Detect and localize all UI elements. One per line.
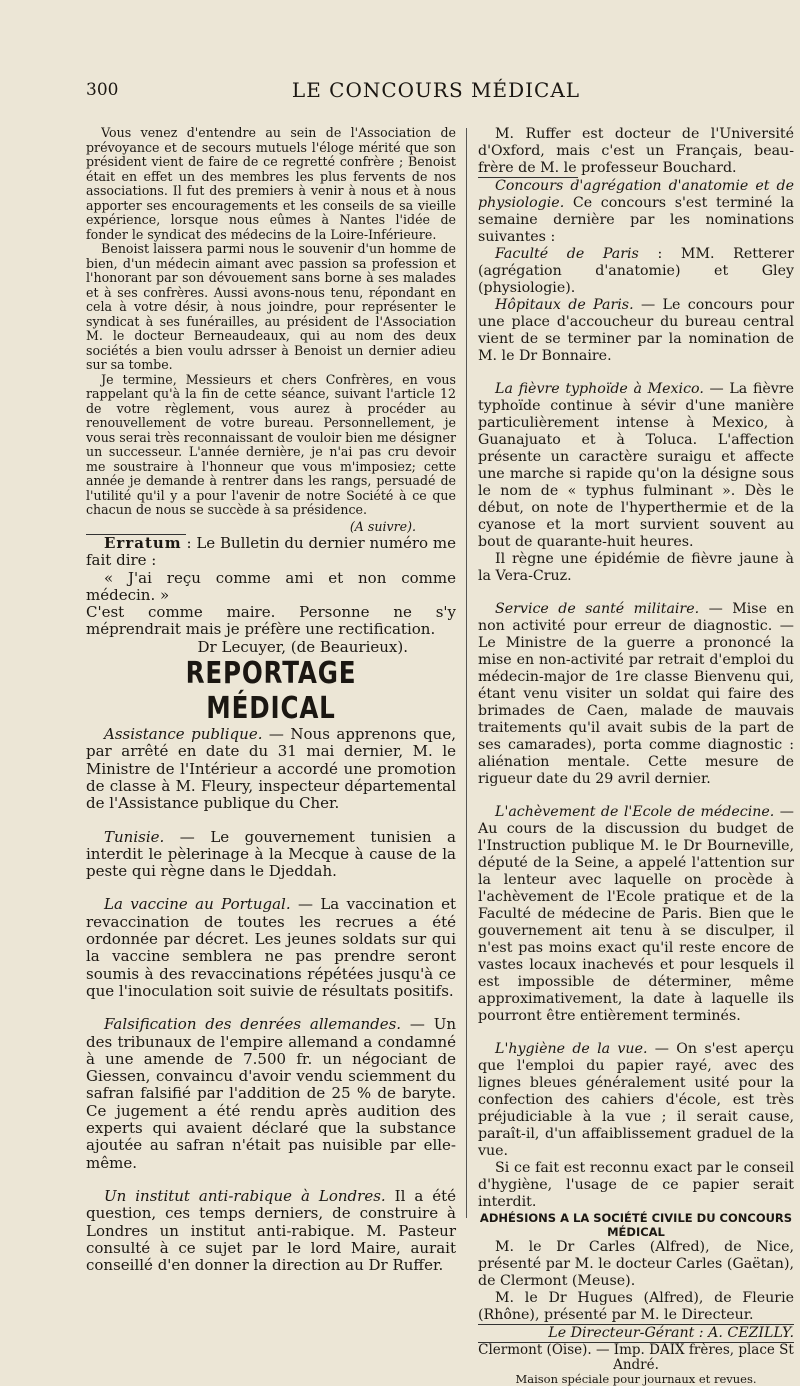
news-item-title: Tunisie. bbox=[104, 827, 165, 846]
news-item-text: — Le concours pour une place d'accoucheur du bureau central vient de se terminer par la nomination de M. le Dr Bonnaire. bbox=[478, 297, 794, 364]
news-item-title: Faculté de Paris bbox=[495, 246, 639, 262]
erratum bbox=[86, 535, 456, 570]
spacer bbox=[86, 880, 456, 896]
director-signature: Le Directeur-Gérant : A. CEZILLY. bbox=[548, 1325, 794, 1341]
news-item-text: Ce concours s'est terminé la semaine dernière par les nominations suivantes : bbox=[478, 195, 794, 245]
speech-paragraph: Vous venez d'entendre au sein de l'Association de prévoyance et de secours mutuels l'éloge mérité que son président vient de faire de ce regretté confrère ; Benoist était en effet un des membres les plus fervents de nos associations. Il fut des premiers à venir à nous et à nous apporter ses encouragements et les conseils de sa vieille expérience, lorsque nous eûmes à Nantes l'idée de fonder le syndicat des médecins de la Loire-Inférieure. bbox=[86, 125, 456, 242]
adhesions-heading: ADHÉSIONS A LA SOCIÉTÉ CIVILE DU CONCOURS MÉDICAL bbox=[479, 1211, 793, 1239]
erratum-quote: « J'ai reçu comme ami et non comme médecin. » bbox=[86, 568, 456, 604]
news-item-text: — On s'est aperçu que l'emploi du papier rayé, avec des lignes bleues généralement usité pour la confection des cahiers d'école, est très préjudiciable à la vue ; il serait cause, paraît-il, d'un affaiblissement graduel de la vue. bbox=[478, 1041, 794, 1159]
erratum-label: Erratum bbox=[104, 534, 182, 552]
spacer bbox=[86, 813, 456, 829]
news-item-text: : MM. Retterer (agrégation d'anatomie) et Gley (physiologie). bbox=[478, 246, 794, 296]
news-item bbox=[478, 804, 794, 1025]
news-item bbox=[478, 1041, 794, 1160]
news-item bbox=[86, 829, 456, 881]
news-item bbox=[478, 1160, 794, 1211]
news-item bbox=[86, 896, 456, 1000]
news-item-title: La fièvre typhoïde à Mexico. bbox=[495, 381, 704, 397]
news-item bbox=[478, 297, 794, 365]
news-item-text: — Le gouvernement tunisien a interdit le pèlerinage à la Mecque à cause de la peste qui règne dans le Djeddah. bbox=[86, 827, 456, 881]
news-item-text: — La vaccination et revaccination de toutes les recrues a été ordonnée par décret. Les jeunes soldats sur qui la vaccine semblera ne pas prendre seront soumis à des revaccinations répétées jusqu'à ce que l'inoculation soit suivie de résultats positifs. bbox=[86, 895, 456, 1000]
ruffer-note: M. Ruffer est docteur de l'Université d'Oxford, mais c'est un Français, beau-frère de M. le professeur Bouchard. bbox=[478, 126, 794, 176]
news-item bbox=[86, 1016, 456, 1172]
news-item bbox=[478, 551, 794, 585]
adhesion-entry: M. le Dr Carles (Alfred), de Nice, présenté par M. le docteur Carles (Gaëtan), de Clermont (Meuse). bbox=[478, 1239, 794, 1289]
spacer bbox=[478, 365, 794, 381]
erratum-correction: C'est comme maire. Personne ne s'y méprendrait mais je préfère une rectification. bbox=[86, 603, 456, 639]
news-item-title: Un institut anti-rabique à Londres. bbox=[104, 1186, 386, 1205]
to-be-continued: (A suivre). bbox=[349, 518, 416, 534]
column-divider bbox=[466, 128, 467, 1218]
news-item-title: Falsification des denrées allemandes. bbox=[104, 1015, 402, 1034]
news-item bbox=[86, 1188, 456, 1274]
adhesion-entry: M. le Dr Hugues (Alfred), de Fleurie (Rhône), présenté par M. le Directeur. bbox=[478, 1290, 794, 1323]
news-item bbox=[478, 601, 794, 788]
news-item-title: Assistance publique. bbox=[104, 725, 263, 744]
section-heading: REPORTAGE MÉDICAL bbox=[185, 656, 357, 727]
spacer bbox=[478, 788, 794, 804]
page-number: 300 bbox=[86, 80, 119, 100]
news-item bbox=[478, 246, 794, 297]
news-item-text: — La fièvre typhoïde continue à sévir d'une manière particulièrement intense à Mexico, à Guanajuato et à Toluca. L'affection présente un caractère suraigu et affecte une marche si rapide qu'on la désigne sous le nom de « typhus fulminant ». Dès le début, on note de l'hyperthermie et de la cyanose et la mort survient souvent au bout de quarante-huit heures. bbox=[478, 381, 794, 550]
news-item-title: L'achèvement de l'Ecole de médecine. bbox=[495, 804, 775, 820]
news-item-title: Service de santé militaire. bbox=[495, 601, 700, 617]
erratum-signature: Dr Lecuyer, (de Beaurieux). bbox=[197, 637, 408, 656]
spacer bbox=[478, 1025, 794, 1041]
speech-paragraph: Benoist laissera parmi nous le souvenir d'un homme de bien, d'un médecin aimant avec passion sa profession et l'honorant par son dévouement sans borne à ses malades et à ses confrères. Aussi avons-nous tenu, répondant en cela à votre désir, à nous joindre, pour représenter le syndicat à ses funérailles, au président de l'Association M. le docteur Berneaudeaux, qui au nom des deux sociétés a bien voulu adrsser à Benoist un dernier adieu sur sa tombe. bbox=[86, 241, 456, 372]
news-item-title: L'hygiène de la vue. bbox=[495, 1041, 648, 1057]
spacer bbox=[86, 1172, 456, 1188]
news-item-title: Hôpitaux de Paris. bbox=[495, 297, 634, 313]
news-item-text: — Un des tribunaux de l'empire allemand a condamné à une amende de 7.500 fr. un négociant de Giessen, convaincu d'avoir vendu sciemment du safran falsifié par l'addition de 25 % de baryte. Ce jugement a été rendu après audition des experts qui avaient déclaré que la substance ajoutée au safran n'était pas nuisible par elle-même. bbox=[86, 1015, 456, 1172]
left-column bbox=[86, 126, 456, 1274]
speech-paragraph: Je termine, Messieurs et chers Confrères, en vous rappelant qu'à la fin de cette séance, suivant l'article 12 de votre règlement, vous aurez à procéder au renouvellement de votre bureau. Personnellement, je vous serai très reconnaissant de vouloir bien me désigner un successeur. L'année dernière, je n'ai pas cru devoir me soustraire à l'honneur que vous m'imposiez; cette année je demande à rentrer dans les rangs, persuadé de l'utilité qu'il y a pour l'avenir de notre Société à ce que chacun de nous se succède à sa présidence. bbox=[86, 371, 456, 517]
journal-title: LE CONCOURS MÉDICAL bbox=[291, 78, 581, 102]
news-item-text: Il a été question, ces temps derniers, de construire à Londres un institut anti-rabique. M. Pasteur consulté à ce sujet par le lord Maire, aurait conseillé d'en donner la direction au Dr Ruffer. bbox=[86, 1186, 456, 1275]
news-item bbox=[478, 381, 794, 551]
news-item-text: — Nous apprenons que, par arrêté en date du 31 mai dernier, M. le Ministre de l'Intérieur a accordé une promotion de classe à M. Fleury, inspecteur départemental de l'Assistance publique du Cher. bbox=[86, 725, 456, 813]
news-item-text: — Au cours de la discussion du budget de l'Instruction publique M. le Dr Bourneville, député de la Seine, a appelé l'attention sur la lenteur avec laquelle on procède à l'achèvement de l'Ecole pratique et de la Faculté de médecine de Paris. Bien que le gouvernement ait tenu à se disculper, il n'est pas moins exact qu'il reste encore de vastes locaux inachevés et pour lesquels il est impossible de déterminer, même approximativement, la date à laquelle ils pourront être entièrement terminés. bbox=[478, 804, 794, 1024]
news-item-text: — Mise en non activité pour erreur de diagnostic. — Le Ministre de la guerre a prononcé la mise en non-activité par retrait d'emploi du médecin-major de 1re classe Bienvenu qui, étant venu visiter un soldat qui faire des brimades de Caen, malade de mauvais traitements qu'il avait subis de la part de ses camarades), porta comme diagnostic : aliénation mentale. Cette mesure de rigueur date du 29 avril dernier. bbox=[478, 601, 794, 787]
news-item-text: Il règne une épidémie de fièvre jaune à la Vera-Cruz. bbox=[478, 551, 794, 584]
spacer bbox=[86, 1000, 456, 1016]
news-item-title: Concours d'agrégation d'anatomie et de physiologie. bbox=[478, 178, 794, 211]
page-header bbox=[86, 78, 786, 108]
printer-specialty: Maison spéciale pour journaux et revues. bbox=[515, 1372, 757, 1386]
news-items bbox=[86, 726, 456, 1274]
right-column bbox=[478, 126, 794, 1386]
spacer bbox=[478, 585, 794, 601]
news-item-title: La vaccine au Portugal. bbox=[104, 895, 291, 914]
news-item bbox=[478, 178, 794, 246]
news-item bbox=[86, 726, 456, 812]
printer-line: Clermont (Oise). — Imp. DAIX frères, place St André. bbox=[478, 1342, 794, 1373]
news-item-text: Si ce fait est reconnu exact par le conseil d'hygiène, l'usage de ce papier serait interdit. bbox=[478, 1160, 794, 1210]
erratum-text: : Le Bulletin du dernier numéro me fait dire : bbox=[86, 534, 456, 570]
